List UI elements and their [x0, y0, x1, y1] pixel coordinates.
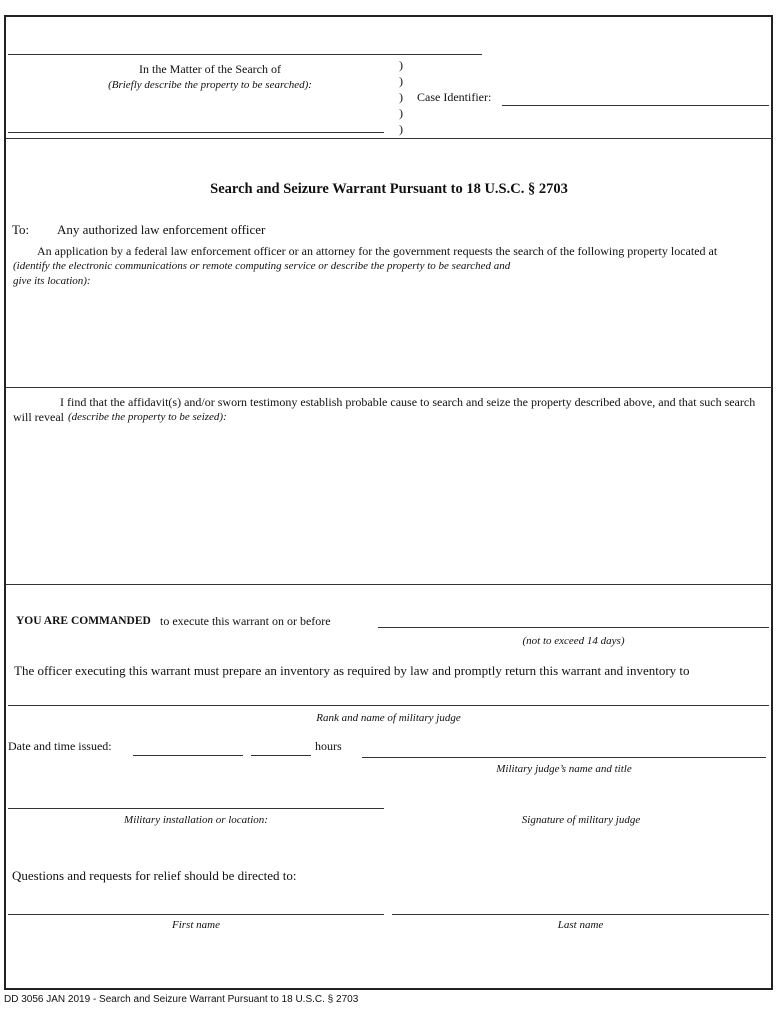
questions-label: Questions and requests for relief should be directed to:	[12, 868, 297, 883]
paren-2: )	[399, 74, 403, 88]
finding-instruction: (describe the property to be seized):	[68, 411, 227, 423]
installation-label: Military installation or location:	[124, 814, 268, 826]
section-divider-1	[6, 138, 772, 139]
paren-4: )	[399, 106, 403, 120]
section-divider-2	[6, 387, 772, 388]
paren-3: )	[399, 90, 403, 104]
form-footer: DD 3056 JAN 2019 - Search and Seizure Warrant Pursuant to 18 U.S.C. § 2703	[4, 994, 359, 1005]
top-rule	[8, 54, 482, 55]
hours-label: hours	[315, 739, 342, 753]
command-bold: YOU ARE COMMANDED	[16, 615, 151, 627]
time-issued-input[interactable]	[251, 741, 311, 756]
finding-text-2: will reveal	[13, 410, 64, 424]
installation-input[interactable]	[8, 794, 384, 809]
property-seized-input[interactable]	[12, 428, 772, 582]
first-name-input[interactable]	[8, 900, 384, 915]
last-name-input[interactable]	[392, 900, 769, 915]
rank-name-label: Rank and name of military judge	[316, 712, 461, 724]
property-location-input[interactable]	[12, 292, 772, 386]
date-issued-input[interactable]	[133, 741, 243, 756]
case-identifier-label: Case Identifier:	[417, 90, 492, 104]
application-instruction-1: (identify the electronic communications or remote computing service or describe the property to be searched and	[13, 260, 511, 272]
paren-5: )	[399, 122, 403, 136]
application-instruction-2: give its location):	[13, 275, 91, 287]
matter-underline	[8, 132, 384, 133]
last-name-label: Last name	[557, 919, 604, 931]
finding-text-1: I find that the affidavit(s) and/or sworn testimony establish probable cause to search and seize the property described above, and that such search	[60, 395, 756, 409]
inventory-text: The officer executing this warrant must prepare an inventory as required by law and promptly return this warrant and inventory to	[14, 663, 690, 678]
first-name-label: First name	[172, 919, 220, 931]
matter-heading: In the Matter of the Search of	[139, 62, 281, 76]
property-searched-input[interactable]	[10, 96, 386, 130]
paren-1: )	[399, 58, 403, 72]
command-text: to execute this warrant on or before	[160, 614, 331, 628]
application-text: An application by a federal law enforcement officer or an attorney for the government requests the search of the following property located at	[37, 244, 718, 258]
to-recipient: Any authorized law enforcement officer	[57, 222, 266, 237]
to-label: To:	[12, 222, 30, 237]
execute-by-date-input[interactable]	[378, 613, 769, 628]
rank-name-judge-input[interactable]	[8, 691, 769, 706]
matter-instruction: (Briefly describe the property to be searched):	[108, 79, 312, 91]
section-divider-3	[6, 584, 772, 585]
date-time-issued-label: Date and time issued:	[8, 739, 112, 753]
judge-name-title-input[interactable]	[362, 743, 766, 758]
page-title: Search and Seizure Warrant Pursuant to 18 U.S.C. § 2703	[210, 181, 568, 197]
signature-label: Signature of military judge	[521, 814, 641, 826]
judge-name-title-label: Military judge’s name and title	[496, 763, 632, 775]
case-identifier-input[interactable]	[502, 91, 769, 106]
command-note: (not to exceed 14 days)	[522, 635, 625, 647]
